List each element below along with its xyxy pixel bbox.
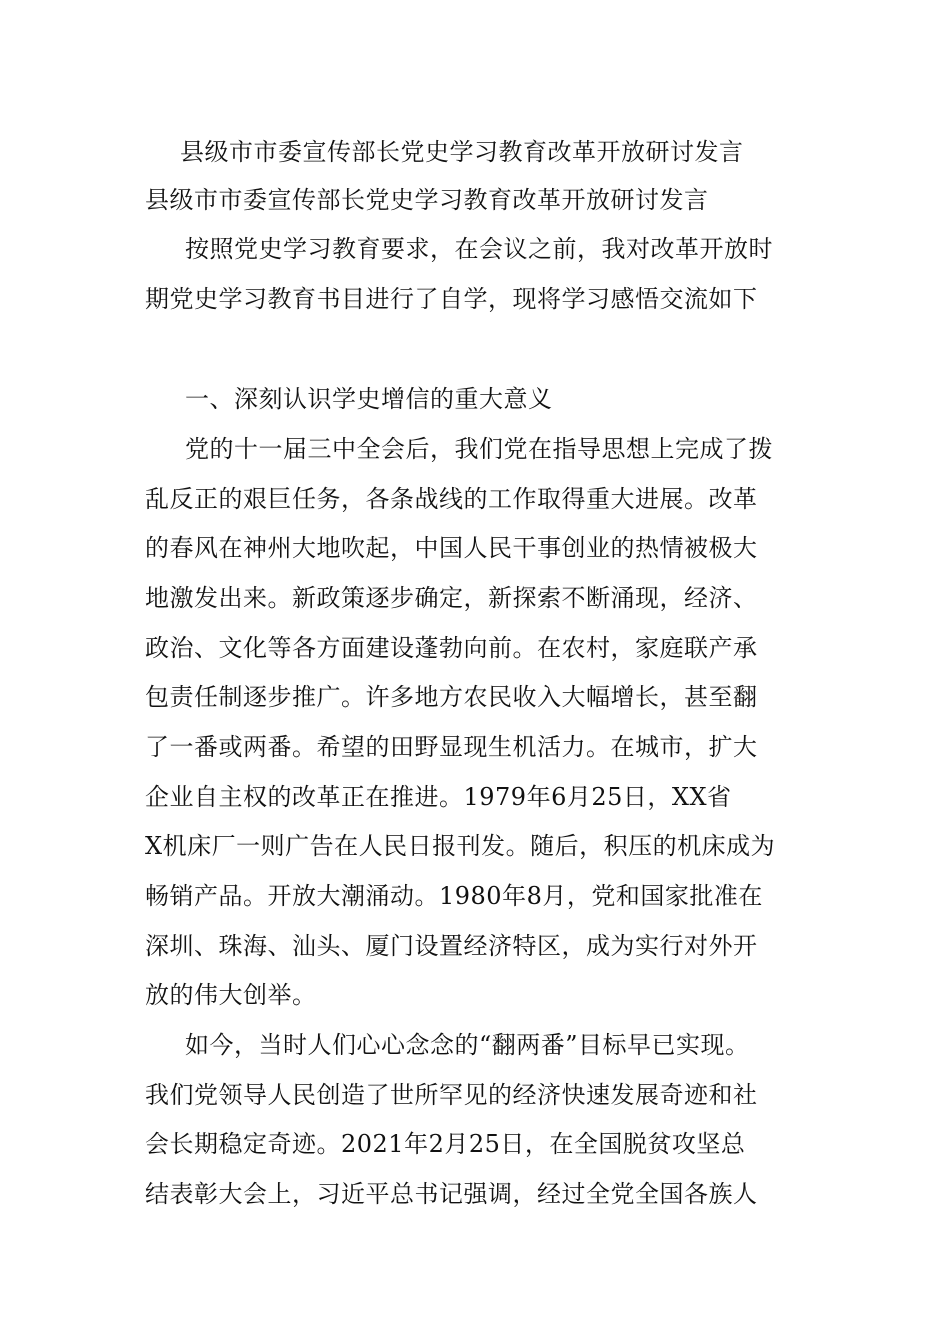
paragraph-2-line-6: 包责任制逐步推广。许多地方农民收入大幅增长，甚至翻 bbox=[145, 683, 758, 711]
paragraph-1-line-1: 按照党史学习教育要求，在会议之前，我对改革开放时 bbox=[185, 235, 773, 263]
document-title-repeat: 县级市市委宣传部长党史学习教育改革开放研讨发言 bbox=[145, 186, 709, 214]
paragraph-3-line-3: 会长期稳定奇迹。2021年2月25日，在全国脱贫攻坚总 bbox=[145, 1130, 746, 1158]
paragraph-1-line-2: 期党史学习教育书目进行了自学，现将学习感悟交流如下 bbox=[145, 285, 758, 313]
paragraph-3-line-1: 如今，当时人们心心念念的“翻两番”目标早已实现。 bbox=[185, 1031, 750, 1059]
paragraph-3-line-2: 我们党领导人民创造了世所罕见的经济快速发展奇迹和社 bbox=[145, 1081, 758, 1109]
paragraph-2-line-9: X机床厂一则广告在人民日报刊发。随后，积压的机床成为 bbox=[145, 832, 776, 860]
paragraph-2-line-1: 党的十一届三中全会后，我们党在指导思想上完成了拨 bbox=[185, 435, 773, 463]
paragraph-2-line-10: 畅销产品。开放大潮涌动。1980年8月，党和国家批准在 bbox=[145, 882, 763, 910]
paragraph-2-line-3: 的春风在神州大地吹起，中国人民干事创业的热情被极大 bbox=[145, 534, 758, 562]
paragraph-3-line-4: 结表彰大会上，习近平总书记强调，经过全党全国各族人 bbox=[145, 1180, 758, 1208]
paragraph-2-line-5: 政治、文化等各方面建设蓬勃向前。在农村，家庭联产承 bbox=[145, 634, 758, 662]
paragraph-2-line-7: 了一番或两番。希望的田野显现生机活力。在城市，扩大 bbox=[145, 733, 758, 761]
section-heading-1: 一、深刻认识学史增信的重大意义 bbox=[185, 385, 553, 413]
paragraph-2-line-2: 乱反正的艰巨任务，各条战线的工作取得重大进展。改革 bbox=[145, 485, 758, 513]
paragraph-2-line-11: 深圳、珠海、汕头、厦门设置经济特区，成为实行对外开 bbox=[145, 932, 758, 960]
paragraph-2-line-12: 放的伟大创举。 bbox=[145, 981, 317, 1009]
document-title: 县级市市委宣传部长党史学习教育改革开放研讨发言 bbox=[180, 138, 744, 166]
paragraph-2-line-4: 地激发出来。新政策逐步确定，新探索不断涌现，经济、 bbox=[145, 584, 758, 612]
paragraph-2-line-8: 企业自主权的改革正在推进。1979年6月25日，XX省 bbox=[145, 783, 732, 811]
